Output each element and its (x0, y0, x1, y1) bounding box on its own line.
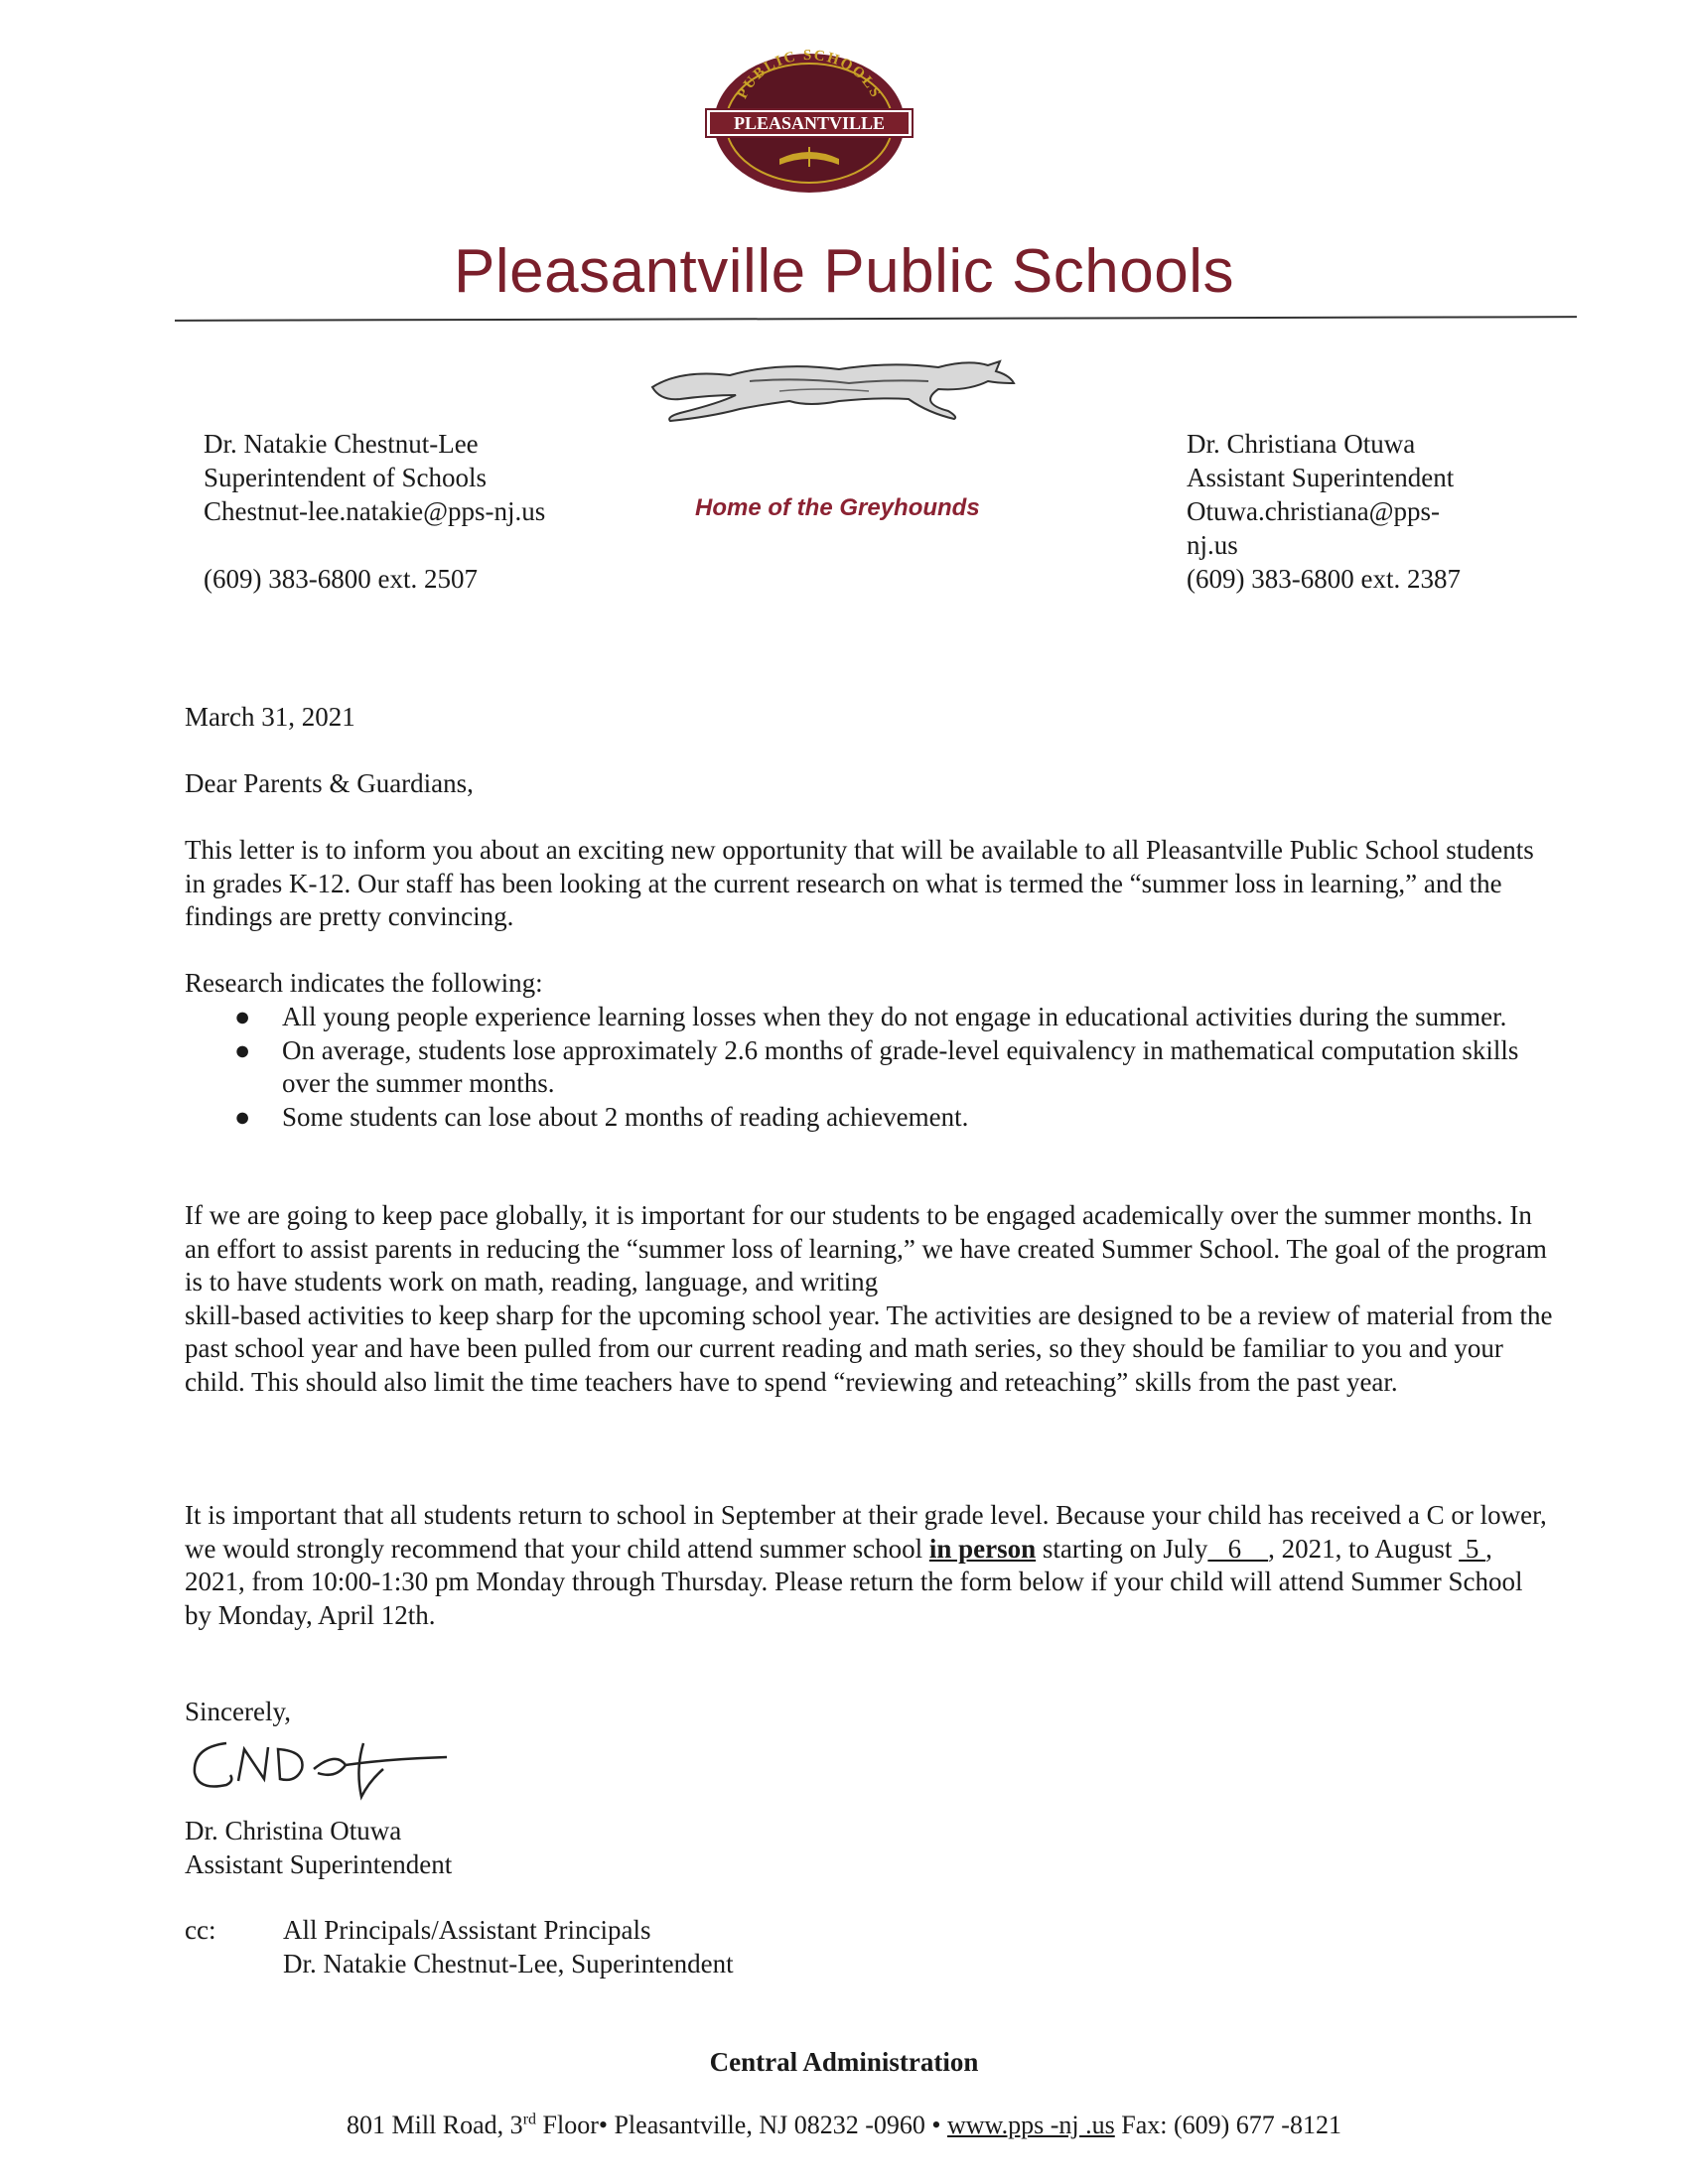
superintendent-contact (204, 427, 670, 596)
intro-paragraph: This letter is to inform you about an exciting new opportunity that will be available to all Pleasantville Public School students in grades K-12. Our staff has been looking at the current research on what is termed the “summer loss in learning,” and the findings are pretty convincing. (185, 835, 1534, 931)
list-item: ● All young people experience learning losses when they do not engage in educational activities during the summer. (185, 1001, 1555, 1034)
contact-title: Assistant Superintendent (1187, 463, 1455, 492)
start-day-blank: 6 (1207, 1533, 1269, 1564)
end-day-blank: 5 (1459, 1533, 1486, 1564)
contact-email[interactable]: Otuwa.christiana@pps- (1187, 496, 1441, 526)
recommendation-paragraph: It is important that all students return to school in September at their grade level. Because your child has received a C or lower, we would strongly recommend that your child attend summer school in person starting on July 6 , 2021, to August 5 , 2021, from 10:00-1:30 pm Monday through Thursday. Please return the form below if your child will attend Summer School by Monday, April 12th. (185, 1500, 1547, 1630)
list-item: Dr. Natakie Chestnut-Lee, Superintendent (283, 1948, 734, 1979)
bullet-icon: • (931, 2111, 941, 2139)
salutation: Dear Parents & Guardians, (185, 768, 474, 798)
cc-label: cc: (185, 1915, 216, 1945)
contact-name: Dr. Natakie Chestnut-Lee (204, 429, 479, 459)
program-paragraph (185, 1199, 1555, 1399)
list-item: ● Some students can lose about 2 months of reading achievement. (185, 1101, 1555, 1135)
research-intro: Research indicates the following: (185, 968, 543, 998)
contact-email[interactable]: Chestnut-lee.natakie@pps-nj.us (204, 496, 546, 526)
letter-date: March 31, 2021 (185, 702, 355, 732)
bullet-icon: ● (234, 1002, 251, 1031)
footer-title: Central Administration (709, 2047, 979, 2077)
list-item: ● On average, students lose approximately 2.6 months of grade-level equivalency in mathematical computation skills over the summer months. (234, 1034, 1519, 1098)
closing: Sincerely, (185, 1697, 291, 1726)
district-logo (700, 42, 918, 196)
bullet-icon: ● (234, 1034, 251, 1065)
in-person-emphasis: in person (928, 1533, 1037, 1564)
contact-phone: (609) 383-6800 ext. 2387 (1187, 564, 1461, 594)
logo-top-text: PUBLIC SCHOOLS (734, 47, 885, 102)
contact-phone: (609) 383-6800 ext. 2507 (204, 564, 478, 594)
contact-email-continued[interactable]: nj.us (1187, 530, 1238, 560)
header-divider (175, 316, 1577, 322)
district-name: Pleasantville Public Schools (454, 237, 1234, 306)
motto: Home of the Greyhounds (695, 494, 980, 521)
footer-address: 801 Mill Road, 3rd Floor• Pleasantville, NJ 08232 -0960 • www.pps -nj .us Fax: (609) 677 -8121 (347, 2111, 1341, 2139)
bullet-icon: ● (234, 1101, 251, 1132)
program-paragraph-part1: If we are going to keep pace globally, it is important for our students to be engaged academically over the summer months. In an effort to assist parents in reducing the “summer loss of learning,” we have created Summer School. The goal of the program is to have students work on math, reading, language, and writing (185, 1200, 1547, 1297)
signer-name: Dr. Christina Otuwa (185, 1816, 402, 1845)
research-list (185, 1001, 1555, 1134)
signer-title: Assistant Superintendent (185, 1849, 453, 1879)
website-link[interactable]: www.pps -nj .us (947, 2111, 1115, 2139)
contact-title: Superintendent of Schools (204, 463, 487, 492)
contact-name: Dr. Christiana Otuwa (1187, 429, 1416, 459)
logo-banner-text: PLEASANTVILLE (733, 113, 886, 133)
list-item: All Principals/Assistant Principals (283, 1915, 651, 1945)
greyhound-icon (640, 347, 1023, 427)
signature (187, 1729, 470, 1804)
program-paragraph-part2: skill-based activities to keep sharp for the upcoming school year. The activities are designed to be a review of material from the past school year and have been pulled from our current reading and math series, so they should be familiar to you and your child. This should also limit the time teachers have to spend “reviewing and reteaching” skills from the past year. (185, 1299, 1553, 1397)
bullet-icon: • (598, 2111, 608, 2139)
assistant-superintendent-contact (1187, 427, 1544, 596)
cc-list (283, 1914, 734, 1980)
